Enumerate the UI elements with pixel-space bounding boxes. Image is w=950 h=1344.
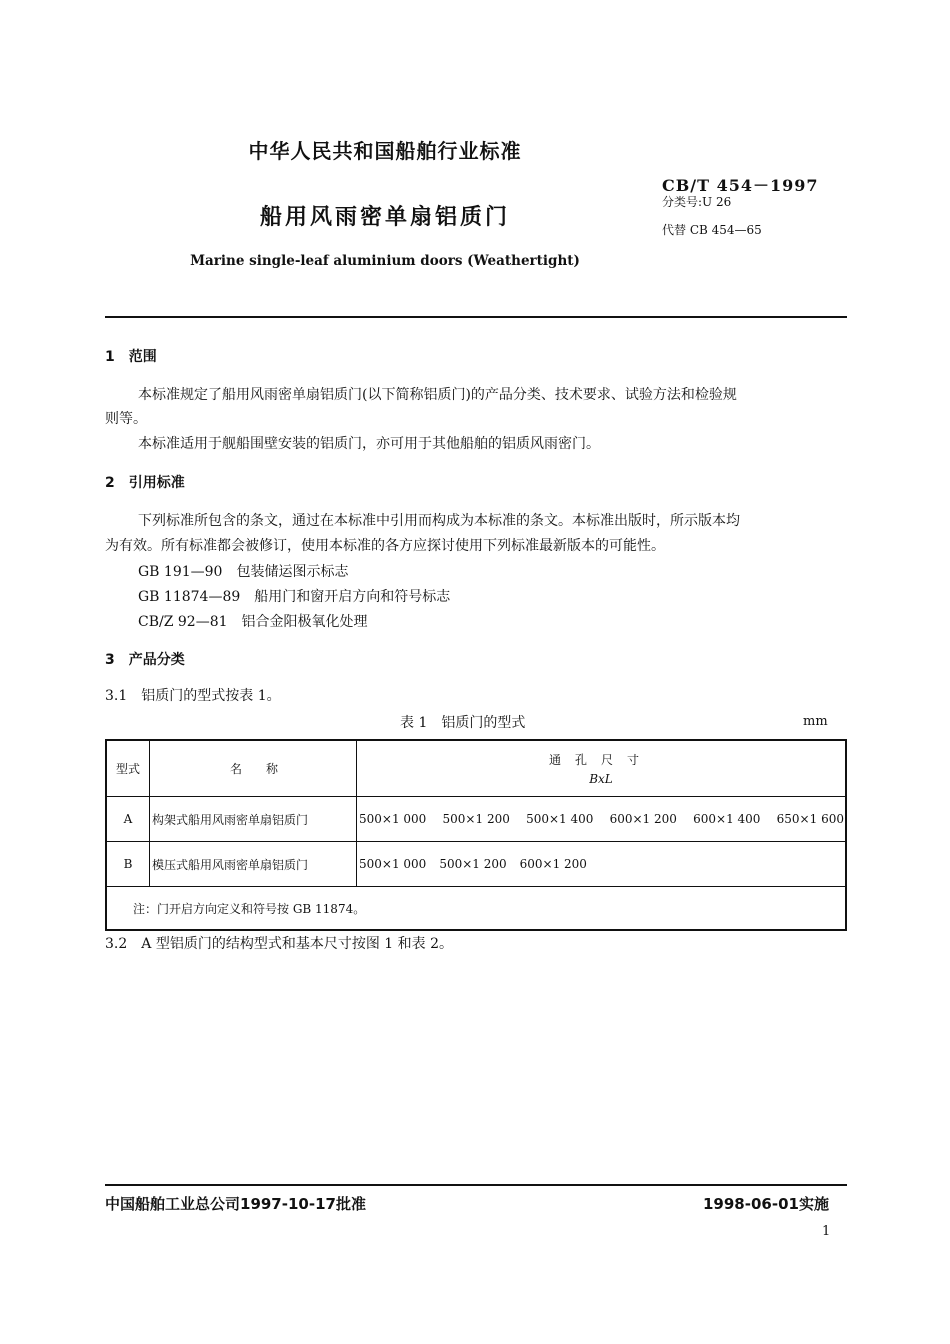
reference-item: CB/Z 92—81 铝合金阳极氧化处理 xyxy=(138,614,368,630)
header-divider xyxy=(105,316,847,318)
section-1-paragraph-2: 本标准适用于舰船围壁安装的铝质门，亦可用于其他船舶的铝质风雨密门。 xyxy=(138,436,600,452)
section-3-2-text: 3.2 A 型铝质门的结构型式和基本尺寸按图 1 和表 2。 xyxy=(105,936,453,952)
row-name: 模压式船用风雨密单扇铝质门 xyxy=(150,842,357,887)
header-dimensions xyxy=(357,740,847,797)
size-value: 650×1 600 xyxy=(776,812,844,826)
standard-code: CB/T 454－1997 xyxy=(662,176,819,195)
header-dimensions-sub: BxL xyxy=(589,772,613,786)
section-3-heading: 3 产品分类 xyxy=(105,652,185,668)
size-value: 600×1 200 xyxy=(519,857,587,871)
header-dimensions-label: 通孔尺寸 xyxy=(548,753,653,767)
page-number: 1 xyxy=(822,1224,831,1239)
size-value: 500×1 400 xyxy=(526,812,594,826)
table-caption: 表 1 铝质门的型式 xyxy=(400,715,526,731)
section-1-heading: 1 范围 xyxy=(105,349,157,365)
section-1-paragraph-1-line-1: 本标准规定了船用风雨密单扇铝质门(以下简称铝质门)的产品分类、技术要求、试验方法和检验规 xyxy=(138,387,737,403)
table-row xyxy=(106,797,846,842)
header-name: 名 称 xyxy=(150,740,357,797)
row-sizes xyxy=(357,797,847,842)
size-value: 600×1 200 xyxy=(609,812,677,826)
size-value: 500×1 000 xyxy=(359,812,427,826)
section-1-paragraph-1-line-2: 则等。 xyxy=(105,411,147,427)
table-row xyxy=(106,842,846,887)
section-2-heading: 2 引用标准 xyxy=(105,475,185,491)
row-sizes xyxy=(357,842,847,887)
section-2-paragraph-line-1: 下列标准所包含的条文，通过在本标准中引用而构成为本标准的条文。本标准出版时，所示版本均 xyxy=(138,513,740,529)
row-name: 构架式船用风雨密单扇铝质门 xyxy=(150,797,357,842)
section-2-paragraph-line-2: 为有效。所有标准都会被修订，使用本标准的各方应探讨使用下列标准最新版本的可能性。 xyxy=(105,538,665,554)
size-value: 600×1 400 xyxy=(693,812,761,826)
table-header-row xyxy=(106,740,846,797)
replaces-standard: 代替 CB 454—65 xyxy=(662,223,762,237)
approval-line: 中国船舶工业总公司1997-10-17批准 xyxy=(105,1195,366,1213)
reference-item: GB 191—90 包装储运图示标志 xyxy=(138,564,349,580)
row-type: A xyxy=(106,797,150,842)
size-value: 500×1 000 xyxy=(359,857,427,871)
document-title: 船用风雨密单扇铝质门 xyxy=(259,205,510,230)
header-type: 型式 xyxy=(106,740,150,797)
standard-org-title: 中华人民共和国船舶行业标准 xyxy=(248,139,522,163)
table-note-row xyxy=(106,887,846,931)
size-value: 500×1 200 xyxy=(439,857,507,871)
section-3-1-text: 3.1 铝质门的型式按表 1。 xyxy=(105,688,281,704)
table-note: 注：门开启方向定义和符号按 GB 11874。 xyxy=(106,887,846,931)
table-unit: mm xyxy=(803,714,828,729)
implementation-date: 1998-06-01实施 xyxy=(703,1195,829,1213)
reference-item: GB 11874—89 船用门和窗开启方向和符号标志 xyxy=(138,589,451,605)
footer-divider xyxy=(105,1184,847,1186)
row-type: B xyxy=(106,842,150,887)
document-title-english: Marine single-leaf aluminium doors (Weathertight) xyxy=(190,253,580,269)
size-value: 500×1 200 xyxy=(442,812,510,826)
classification-number: 分类号:U 26 xyxy=(662,195,732,209)
door-types-table xyxy=(105,739,847,931)
